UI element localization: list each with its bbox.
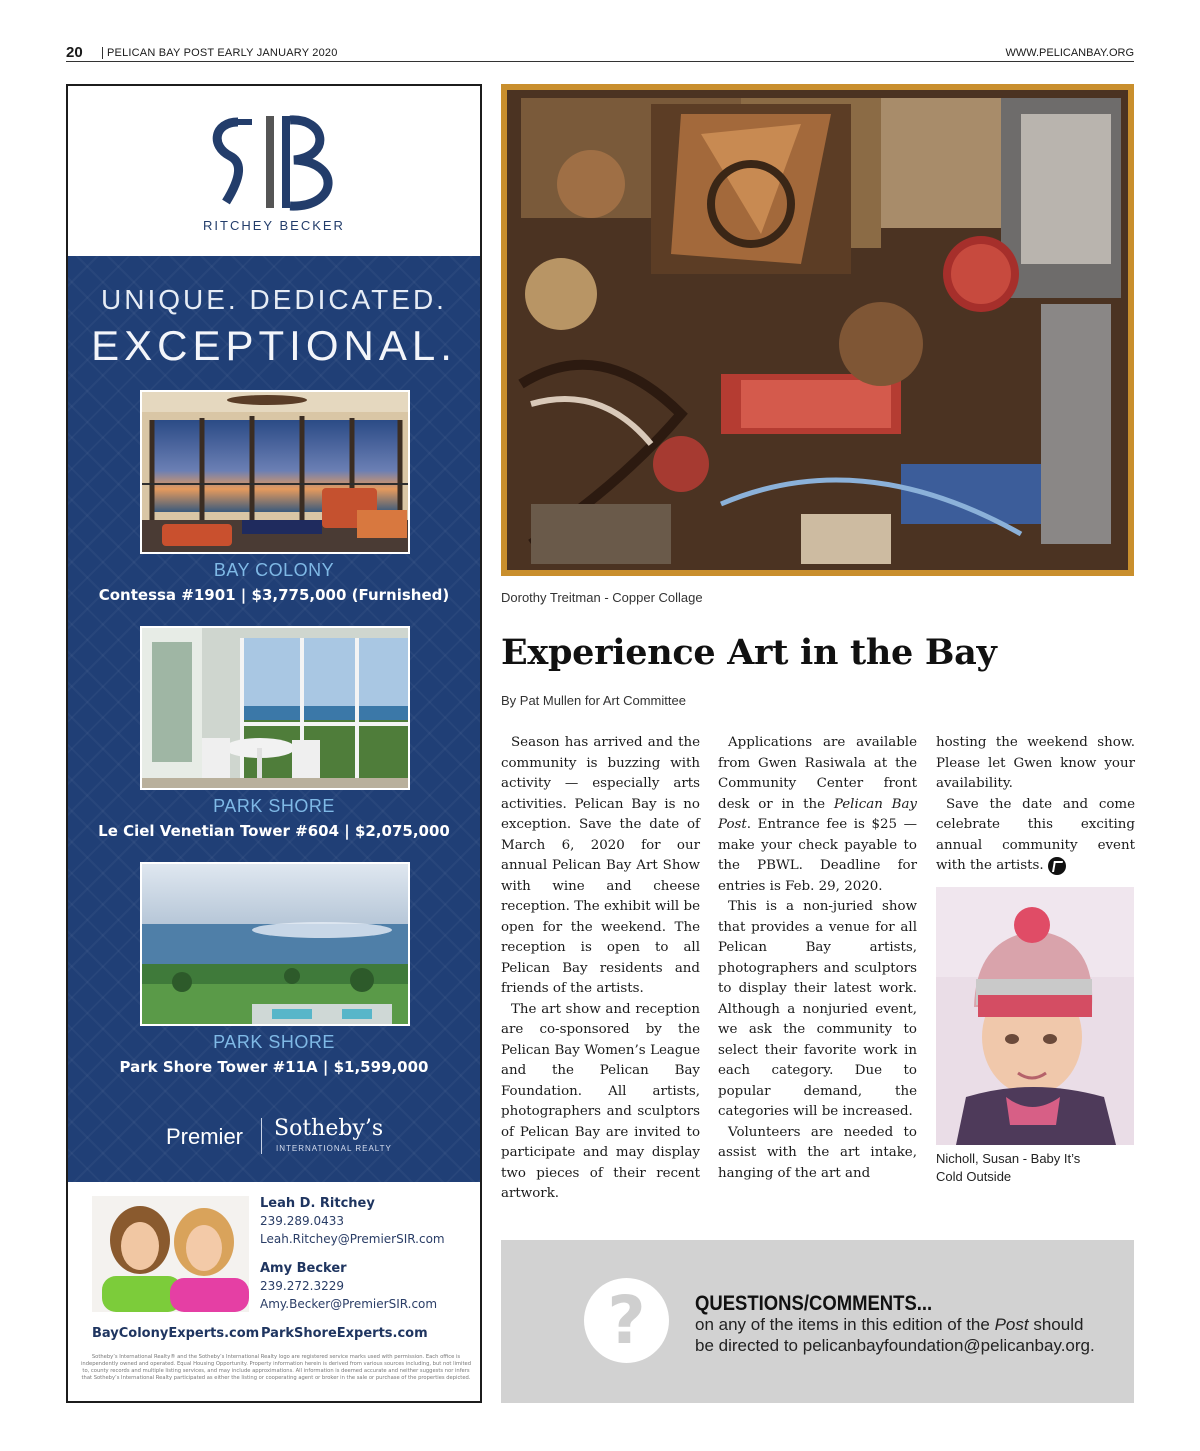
rb-monogram-logo	[208, 112, 344, 212]
ad-agents-panel	[68, 1182, 480, 1403]
article-column-2	[718, 733, 917, 1184]
article-paragraph: hosting the weekend show. Please let Gwen know your availability.	[936, 735, 1135, 791]
painting-caption-line-2: Cold Outside	[936, 1169, 1012, 1184]
listing-photo-park-shore-tower	[140, 862, 410, 1026]
agent-1-email[interactable]: Leah.Ritchey@PremierSIR.com	[260, 1232, 445, 1246]
publication-title: PELICAN BAY POST EARLY JANUARY 2020	[102, 47, 338, 59]
ad-tagline-1: UNIQUE. DEDICATED.	[101, 284, 447, 315]
premier-wordmark: Premier	[166, 1124, 244, 1149]
ad-logo-area	[68, 86, 480, 256]
listing-area-3: PARK SHORE	[213, 1032, 335, 1052]
page-header	[66, 44, 1134, 62]
agent-1-phone[interactable]: 239.289.0433	[260, 1214, 344, 1228]
article-byline: By Pat Mullen for Art Committee	[501, 693, 686, 708]
listing-photo-le-ciel	[140, 626, 410, 790]
listing-desc-1: Contessa #1901 | $3,775,000 (Furnished)	[98, 586, 450, 604]
article-headline: Experience Art in the Bay	[501, 632, 997, 673]
article-paragraph: Applications are available from Gwen Rasiwala at the Community Center front desk or in the Pelican Bay Post. Entrance fee is $25 — make your check payable to the PBWL. Deadline for entries is Feb. 29, 2020.	[718, 735, 917, 894]
real-estate-ad	[66, 84, 482, 1403]
listing-area-2: PARK SHORE	[213, 796, 335, 816]
article-column-3	[936, 733, 1135, 877]
questions-title: QUESTIONS/COMMENTS...	[695, 1292, 933, 1315]
sothebys-logo	[68, 1114, 480, 1154]
listing-desc-2: Le Ciel Venetian Tower #604 | $2,075,000	[98, 822, 450, 840]
artwork-caption: Dorothy Treitman - Copper Collage	[501, 590, 703, 605]
listing-photo-bay-colony	[140, 390, 410, 554]
ad-brand-name: RITCHEY BECKER	[203, 218, 345, 233]
questions-text: on any of the items in this edition of the Post should be directed to pelicanbayfoundation@pelicanbay.org.	[695, 1315, 1095, 1355]
website-link[interactable]: WWW.PELICANBAY.ORG	[1005, 47, 1134, 59]
logo-divider	[261, 1118, 262, 1154]
article-paragraph: This is a non-juried show that provides a venue for all Pelican Bay artists, photographers and sculptors to display their latest work. Although a nonjuried event, we ask the community to select their favorite work in each category. Due to popular demand, the categories will be increased.	[718, 899, 917, 1119]
baby-painting	[936, 887, 1134, 1145]
sothebys-subtitle: INTERNATIONAL REALTY	[276, 1144, 392, 1153]
article-paragraph: Volunteers are needed to assist with the art intake, hanging of the art and	[718, 1124, 917, 1181]
park-shore-experts-link[interactable]: ParkShoreExperts.com	[261, 1326, 428, 1341]
end-mark-icon	[1048, 857, 1066, 875]
ad-blue-panel	[68, 256, 480, 1182]
ad-tagline-2: EXCEPTIONAL.	[91, 322, 457, 369]
ad-disclaimer: Sotheby’s International Realty® and the Sotheby’s International Realty logo are registered service marks used with permission. Each office is independently owned and operated. Equal Housing Opportunity. Property information herein is derived from various sources including, but not limited to, county records and multiple listing services, and may include approximations. All information is deemed accurate and neither suggests nor infers that Sotheby’s International Realty participated as either the listing or cooperating agent or broker in the sale or purchase of the properties depicted.	[80, 1354, 471, 1381]
listing-desc-3: Park Shore Tower #11A | $1,599,000	[119, 1058, 429, 1076]
question-mark-icon: ?	[584, 1278, 669, 1363]
agent-1-name: Leah D. Ritchey	[260, 1196, 375, 1211]
bay-colony-experts-link[interactable]: BayColonyExperts.com	[92, 1326, 260, 1341]
article-paragraph: Season has arrived and the community is buzzing with activity — especially arts activities. Pelican Bay is no exception. Save the date of March 6, 2020 for our annual Pelican Bay Art Show with wine and cheese reception. The exhibit will be open for the weekend. The reception is open to all Pelican Bay residents and friends of the artists.	[501, 735, 700, 996]
article-paragraph: The art show and reception are co-sponsored by the Pelican Bay Women’s League and the Pelican Bay Foundation. All artists, photographers and sculptors of Pelican Bay are invited to participate and may display two pieces of their recent artwork.	[501, 1001, 700, 1201]
questions-comments-box	[501, 1240, 1134, 1403]
agent-2-name: Amy Becker	[260, 1261, 347, 1276]
agents-photo	[92, 1196, 249, 1312]
painting-caption	[936, 1150, 1134, 1186]
painting-caption-line-1: Nicholl, Susan - Baby It’s	[936, 1151, 1081, 1166]
agent-2-email[interactable]: Amy.Becker@PremierSIR.com	[260, 1297, 438, 1311]
listing-area-1: BAY COLONY	[213, 560, 335, 580]
sothebys-wordmark: Sotheby’s	[274, 1116, 384, 1141]
copper-collage-artwork	[501, 84, 1134, 576]
agent-2-phone[interactable]: 239.272.3229	[260, 1279, 344, 1293]
article-paragraph: Save the date and come celebrate this exciting annual community event with the artists.	[936, 796, 1135, 873]
page-number: 20	[66, 44, 83, 61]
article-column-1	[501, 733, 700, 1205]
